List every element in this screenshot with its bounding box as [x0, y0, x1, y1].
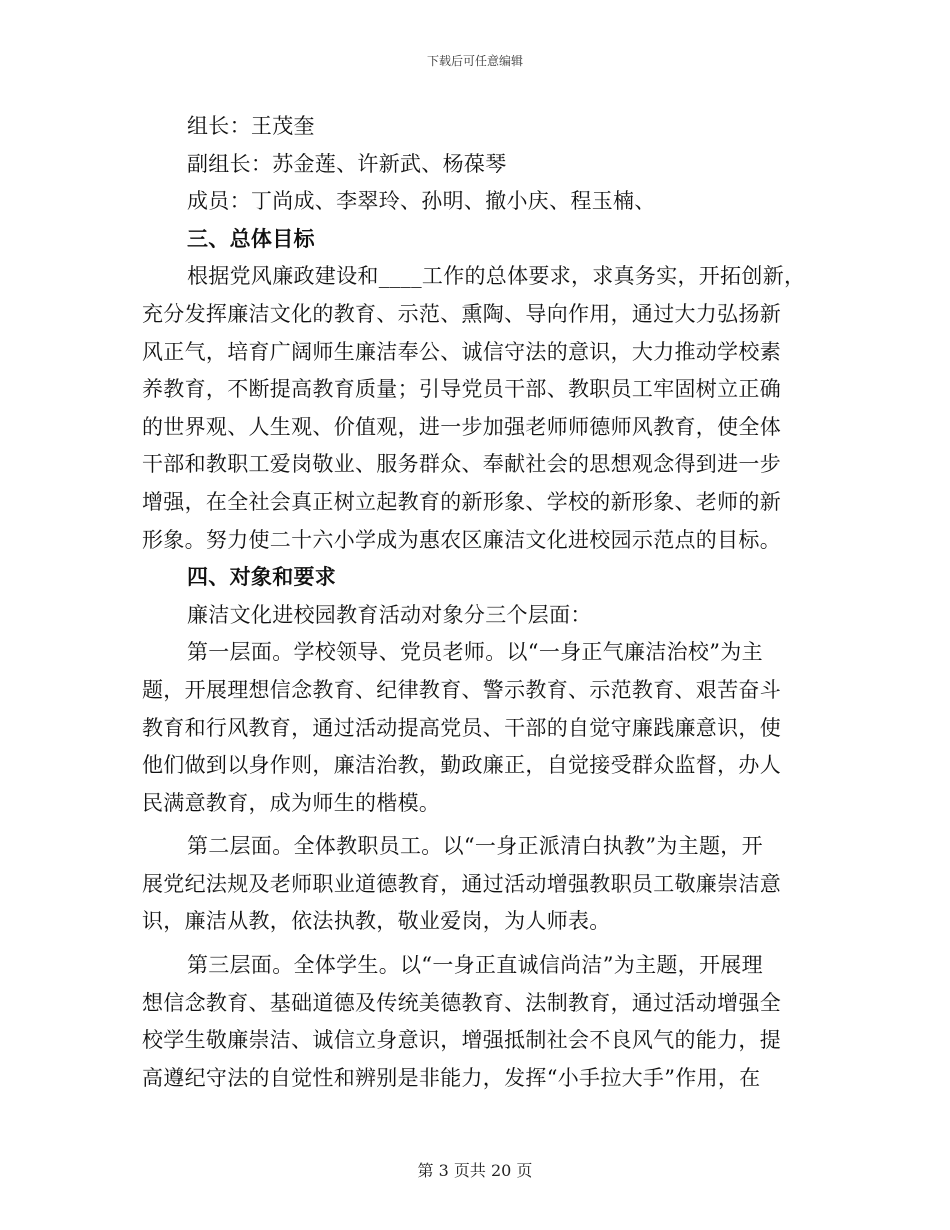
text-line: 第二层面。全体教职员工。以“一身正派清白执教”为主题，开	[187, 834, 763, 859]
text-line: 的世界观、人生观、价值观，进一步加强老师师德师风教育，使全体	[142, 414, 781, 439]
text-line: 干部和教职工爱岗敬业、服务群众、奉献社会的思想观念得到进一步	[142, 452, 781, 477]
text-line: 廉洁文化进校园教育活动对象分三个层面：	[187, 602, 592, 627]
text-line: 识，廉洁从教，依法执教，敬业爱岗，为人师表。	[142, 909, 611, 934]
text-line: 成员：丁尚成、李翠玲、孙明、撤小庆、程玉楠、	[187, 189, 656, 214]
text-line: 第一层面。学校领导、党员老师。以“一身正气廉洁治校”为主	[187, 640, 763, 665]
page-header-note: 下载后可任意编辑	[426, 54, 523, 68]
text-line: 校学生敬廉崇洁、诚信立身意识，增强抵制社会不良风气的能力，提	[142, 1028, 781, 1053]
text-line: 题，开展理想信念教育、纪律教育、警示教育、示范教育、艰苦奋斗	[142, 677, 781, 702]
section-heading: 三、总体目标	[187, 226, 315, 251]
text-line: 形象。努力使二十六小学成为惠农区廉洁文化进校园示范点的目标。	[142, 527, 781, 552]
text-line: 增强，在全社会真正树立起教育的新形象、学校的新形象、老师的新	[142, 489, 781, 514]
text-line: 想信念教育、基础道德及传统美德教育、法制教育，通过活动增强全	[142, 990, 781, 1015]
section-heading: 四、对象和要求	[187, 565, 337, 590]
text-line: 展党纪法规及老师职业道德教育，通过活动增强教职员工敬廉崇洁意	[142, 871, 781, 896]
text-line: 民满意教育，成为师生的楷模。	[142, 790, 441, 815]
text-line: 他们做到以身作则，廉洁治教，勤政廉正，自觉接受群众监督，办人	[142, 753, 781, 778]
text-line: 风正气，培育广阔师生廉洁奉公、诚信守法的意识，大力推动学校素	[142, 339, 781, 364]
text-line: 高遵纪守法的自觉性和辨别是非能力，发挥“小手拉大手”作用，在	[142, 1065, 761, 1090]
text-line: 根据党风廉政建设和____工作的总体要求，求真务实，开拓创新，	[187, 264, 806, 289]
text-line: 组长：王茂奎	[187, 114, 315, 138]
page-number-footer: 第 3 页共 20 页	[417, 1161, 533, 1180]
text-line: 副组长：苏金莲、许新武、杨葆琴	[187, 151, 507, 176]
document-body	[142, 108, 812, 1097]
text-line: 教育和行风教育，通过活动提高党员、干部的自觉守廉践廉意识，使	[142, 715, 781, 740]
text-line: 充分发挥廉洁文化的教育、示范、熏陶、导向作用，通过大力弘扬新	[142, 301, 781, 326]
text-line: 第三层面。全体学生。以“一身正直诚信尚洁”为主题，开展理	[187, 953, 763, 978]
text-line: 养教育，不断提高教育质量；引导党员干部、教职员工牢固树立正确	[142, 377, 781, 402]
